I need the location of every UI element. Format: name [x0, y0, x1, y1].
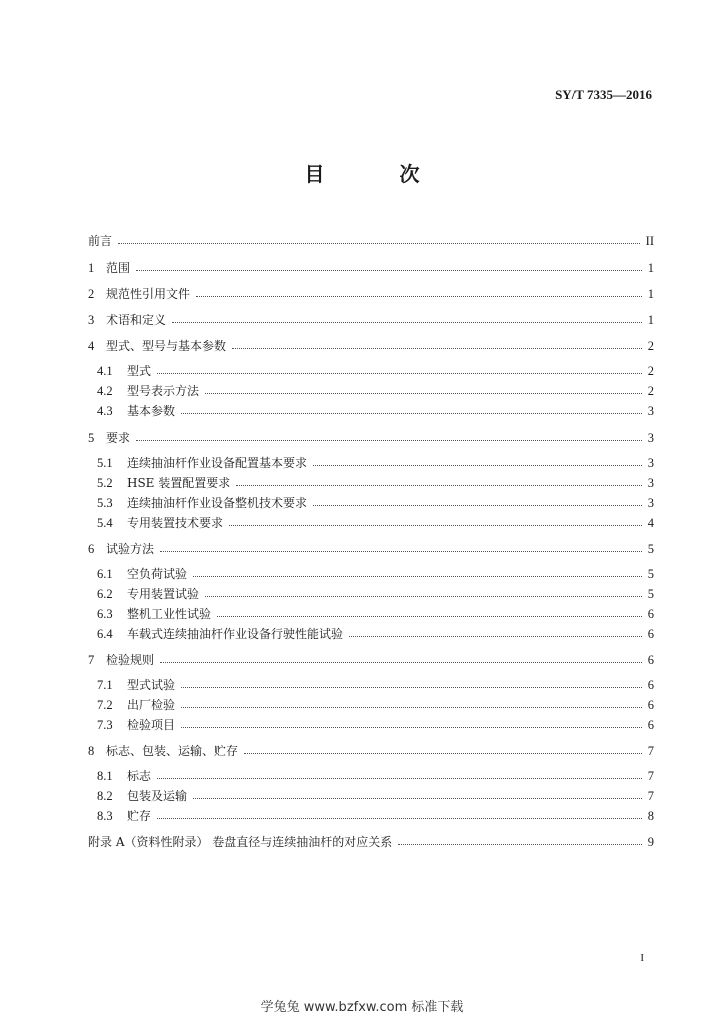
- toc-entry[interactable]: [97, 580, 654, 600]
- toc-leader-dots: [157, 778, 642, 779]
- toc-entry[interactable]: [97, 600, 654, 620]
- toc-entry-title: 检验规则: [106, 653, 155, 667]
- toc-entry[interactable]: [88, 332, 654, 352]
- toc-entry[interactable]: [97, 762, 654, 782]
- toc-entry-page: 6: [647, 606, 654, 621]
- toc-entry-page: 6: [647, 652, 654, 667]
- toc-leader-dots: [217, 616, 642, 617]
- toc-entry-page: 6: [647, 697, 654, 712]
- toc-leader-dots: [196, 296, 642, 297]
- toc-entry[interactable]: [97, 397, 654, 417]
- toc-entry-page: 7: [647, 788, 654, 803]
- toc-entry[interactable]: [97, 357, 654, 377]
- toc-leader-dots: [181, 727, 642, 728]
- toc-entry[interactable]: [88, 737, 654, 757]
- toc-entry-number: 5.4: [97, 515, 113, 530]
- toc-entry-number: 4: [88, 338, 95, 353]
- toc-entry-page: 5: [647, 541, 654, 556]
- toc-entry-page: 3: [647, 495, 654, 510]
- toc-entry[interactable]: [97, 449, 654, 469]
- toc-leader-dots: [181, 687, 642, 688]
- toc-leader-dots: [172, 322, 642, 323]
- toc-entry-title: 前言: [88, 234, 113, 248]
- toc-entry-page: 6: [647, 677, 654, 692]
- toc-entry[interactable]: [88, 535, 654, 555]
- toc-entry-title: 型式试验: [127, 678, 176, 692]
- toc-entry-number: 7.1: [97, 677, 113, 692]
- toc-entry[interactable]: [88, 280, 654, 300]
- toc-entry-number: 6: [88, 541, 95, 556]
- toc-leader-dots: [181, 413, 642, 414]
- toc-leader-dots: [160, 551, 642, 552]
- toc-entry-number: 6.4: [97, 626, 113, 641]
- toc-entry-number: 8.1: [97, 768, 113, 783]
- toc-entry-page: 7: [647, 743, 654, 758]
- toc-leader-dots: [193, 798, 642, 799]
- toc-entry-number: 8.2: [97, 788, 113, 803]
- toc-entry-page: 3: [647, 403, 654, 418]
- toc-entry-page: 1: [647, 312, 654, 327]
- toc-entry[interactable]: [97, 711, 654, 731]
- toc-leader-dots: [232, 348, 642, 349]
- toc-leader-dots: [229, 525, 642, 526]
- toc-entry-title: 检验项目: [127, 718, 176, 732]
- toc-entry-number: 5.3: [97, 495, 113, 510]
- toc-entry-page: 6: [647, 626, 654, 641]
- toc-entry-number: 5.1: [97, 455, 113, 470]
- toc-entry-number: 7.3: [97, 717, 113, 732]
- toc-entry-title: 专用装置技术要求: [127, 516, 224, 530]
- page-number: I: [640, 952, 644, 964]
- toc-entry-number: 7: [88, 652, 95, 667]
- toc-entry[interactable]: [97, 469, 654, 489]
- toc-entry-number: 5: [88, 430, 95, 445]
- toc-leader-dots: [236, 485, 641, 486]
- toc-leader-dots: [181, 707, 642, 708]
- toc-entry-title: HSE 装置配置要求: [127, 476, 231, 490]
- toc-entry-title: 型式、型号与基本参数: [106, 339, 227, 353]
- watermark-text: 学兔兔 www.bzfxw.com 标准下载: [260, 1000, 464, 1015]
- toc-entry-number: 1: [88, 260, 95, 275]
- toc-entry[interactable]: [88, 306, 654, 326]
- toc-leader-dots: [136, 440, 642, 441]
- toc-entry[interactable]: [97, 489, 654, 509]
- toc-entry-number: 7.2: [97, 697, 113, 712]
- toc-entry-number: 5.2: [97, 475, 113, 490]
- toc-entry-number: 6.1: [97, 566, 113, 581]
- toc-entry-title: 基本参数: [127, 404, 176, 418]
- toc-entry-title: 连续抽油杆作业设备配置基本要求: [127, 456, 308, 470]
- toc-entry-page: 2: [647, 363, 654, 378]
- toc-entry-page: 1: [647, 260, 654, 275]
- toc-entry-page: 3: [647, 475, 654, 490]
- toc-entry-page: 6: [647, 717, 654, 732]
- toc-entry-number: 4.2: [97, 383, 113, 398]
- toc-entry-title: 型式: [127, 364, 152, 378]
- toc-entry-page: 1: [647, 286, 654, 301]
- toc-entry[interactable]: [97, 691, 654, 711]
- toc-entry-page: 5: [647, 586, 654, 601]
- toc-entry-number: 8: [88, 743, 95, 758]
- toc-entry-page: 3: [647, 430, 654, 445]
- toc-entry-title: 标志: [127, 769, 152, 783]
- toc-entry-title: 贮存: [127, 809, 152, 823]
- toc-entry-number: 4.3: [97, 403, 113, 418]
- toc-entry[interactable]: [97, 377, 654, 397]
- toc-leader-dots: [313, 505, 642, 506]
- toc-entry-title: 连续抽油杆作业设备整机技术要求: [127, 496, 308, 510]
- toc-leader-dots: [313, 465, 642, 466]
- toc-entry-title: 空负荷试验: [127, 567, 188, 581]
- toc-entry-title: 整机工业性试验: [127, 607, 212, 621]
- toc-entry[interactable]: [97, 671, 654, 691]
- toc-entry-page: II: [645, 233, 654, 248]
- toc-entry-page: 7: [647, 768, 654, 783]
- toc-leader-dots: [118, 243, 640, 244]
- toc-entry-title: 要求: [106, 431, 131, 445]
- toc-entry-title: 术语和定义: [106, 313, 167, 327]
- toc-entry[interactable]: [97, 620, 654, 640]
- toc-entry-title: 标志、包装、运输、贮存: [106, 744, 239, 758]
- toc-entry-title: 范围: [106, 261, 131, 275]
- toc-entry-page: 3: [647, 455, 654, 470]
- toc-entry[interactable]: [88, 828, 654, 848]
- toc-entry-page: 2: [647, 338, 654, 353]
- toc-entry-title: 附录 A（资料性附录） 卷盘直径与连续抽油杆的对应关系: [88, 835, 393, 849]
- toc-entry-title: 型号表示方法: [127, 384, 200, 398]
- toc-entry-title: 专用装置试验: [127, 587, 200, 601]
- toc-entry-title: 包装及运输: [127, 789, 188, 803]
- toc-leader-dots: [349, 636, 642, 637]
- toc-entry-number: 3: [88, 312, 95, 327]
- toc-leader-dots: [157, 373, 642, 374]
- toc-leader-dots: [136, 270, 642, 271]
- toc-entry[interactable]: [88, 227, 654, 247]
- toc-entry-page: 5: [647, 566, 654, 581]
- toc-title: 目 次: [304, 162, 454, 186]
- toc-entry-number: 6.3: [97, 606, 113, 621]
- toc-leader-dots: [244, 753, 642, 754]
- toc-leader-dots: [193, 576, 642, 577]
- toc-entry-number: 8.3: [97, 808, 113, 823]
- toc-entry[interactable]: [97, 782, 654, 802]
- toc-leader-dots: [157, 818, 642, 819]
- toc-entry-page: 9: [647, 834, 654, 849]
- toc-entry[interactable]: [97, 560, 654, 580]
- toc-entry[interactable]: [97, 509, 654, 529]
- toc-leader-dots: [160, 662, 642, 663]
- toc-entry[interactable]: [88, 424, 654, 444]
- toc-entry[interactable]: [88, 646, 654, 666]
- toc-entry-number: 6.2: [97, 586, 113, 601]
- toc-entry-title: 出厂检验: [127, 698, 176, 712]
- toc-entry-page: 8: [647, 808, 654, 823]
- standard-code: SY/T 7335—2016: [555, 87, 652, 102]
- toc-entry-number: 4.1: [97, 363, 113, 378]
- toc-leader-dots: [205, 393, 642, 394]
- toc-entry[interactable]: [88, 254, 654, 274]
- toc-entry-page: 2: [647, 383, 654, 398]
- toc-entry-title: 规范性引用文件: [106, 287, 191, 301]
- toc-entry-number: 2: [88, 286, 95, 301]
- toc-entry-title: 试验方法: [106, 542, 155, 556]
- toc-entry-title: 车载式连续抽油杆作业设备行驶性能试验: [127, 627, 344, 641]
- toc-entry[interactable]: [97, 802, 654, 822]
- toc-leader-dots: [205, 596, 642, 597]
- toc-entry-page: 4: [647, 515, 654, 530]
- toc-leader-dots: [398, 844, 641, 845]
